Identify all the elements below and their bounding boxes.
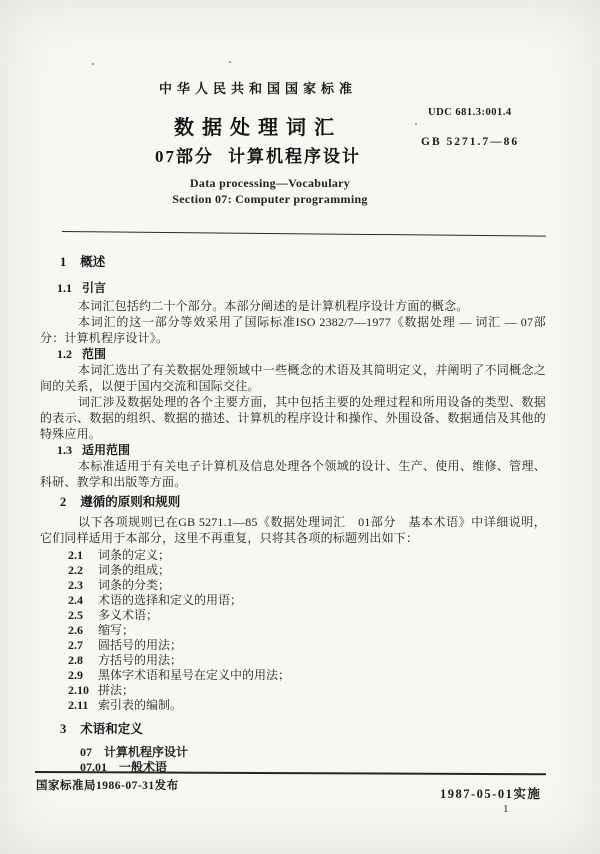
rule-item <box>68 653 546 668</box>
document-title-en: Data processing—Vocabulary <box>189 176 351 190</box>
rule-text: 多义术语； <box>98 608 159 622</box>
rule-item <box>68 638 546 653</box>
rule-text: 词条的定义； <box>98 548 171 562</box>
document-title-cn: 数据处理词汇 <box>174 117 342 139</box>
subsection-1-3-heading <box>57 442 546 458</box>
section-1-heading <box>60 254 546 270</box>
subsection-number: 1.2 <box>57 347 72 361</box>
rule-text: 黑体字术语和星号在定义中的用法； <box>98 668 291 682</box>
header-divider <box>62 231 546 237</box>
issued-by-text: 国家标准局1986-07-31发布 <box>36 780 179 792</box>
rule-text: 词条的分类； <box>98 578 171 592</box>
rule-text: 词条的组成； <box>98 563 171 577</box>
section-number: 3 <box>60 722 67 736</box>
rule-number: 2.7 <box>68 638 83 652</box>
rule-text: 方括号的用法； <box>98 653 183 667</box>
rule-item <box>68 578 546 593</box>
paragraph-scope-1: 本词汇选出了有关数据处理领域中一些概念的术语及其简明定义，并阐明了不同概念之间的关系，以便于国内交流和国际交往。 <box>40 363 546 393</box>
rule-number: 2.8 <box>68 653 83 667</box>
part-subject: 计算机程序设计 <box>228 147 361 166</box>
rule-item <box>68 698 546 713</box>
rule-number: 2.1 <box>68 548 83 562</box>
rule-item <box>68 668 546 683</box>
page-number: 1 <box>503 803 509 815</box>
subsection-title: 范围 <box>82 347 107 361</box>
rules-list <box>40 548 546 713</box>
rule-number: 2.3 <box>68 578 83 592</box>
standard-number: GB 5271.7—86 <box>421 136 520 148</box>
term-group-number: 07 <box>80 745 92 759</box>
rule-item <box>68 548 546 563</box>
rule-text: 圆括号的用法； <box>98 638 183 652</box>
section-number: 1 <box>60 255 67 269</box>
section-title: 术语和定义 <box>80 722 143 736</box>
scan-speckle <box>229 61 231 63</box>
paragraph-intro-1: 本词汇包括约二十个部分。本部分阐述的是计算机程序设计方面的概念。 <box>78 299 469 313</box>
rule-number: 2.10 <box>68 683 89 697</box>
subsection-title: 引言 <box>82 281 107 295</box>
udc-number: UDC 681.3:001.4 <box>428 107 512 118</box>
document-subtitle-en: Section 07: Computer programming <box>172 192 368 206</box>
rule-item <box>68 593 546 608</box>
rule-text: 索引表的编制。 <box>98 698 183 712</box>
term-subgroup-title: 一般术语 <box>119 760 168 774</box>
paragraph-application: 本标准适用于有关电子计算机及信息处理各个领域的设计、生产、使用、维修、管理、科研、教学和出版等方面。 <box>40 459 546 489</box>
section-number: 2 <box>60 495 67 509</box>
subsection-title: 适用范围 <box>82 443 131 457</box>
section-title: 概述 <box>80 255 106 269</box>
rule-text: 缩写； <box>98 623 135 637</box>
rule-number: 2.9 <box>68 668 83 682</box>
rule-number: 2.11 <box>68 698 89 712</box>
rule-number: 2.2 <box>68 563 83 577</box>
rule-text: 拼法； <box>98 683 135 697</box>
rule-number: 2.6 <box>68 623 83 637</box>
part-number: 07部分 <box>155 147 214 166</box>
rule-item <box>68 623 546 638</box>
national-standard-label: 中华人民共和国国家标准 <box>158 81 357 96</box>
subsection-number: 1.3 <box>57 443 72 457</box>
term-group-title: 计算机程序设计 <box>104 745 189 759</box>
term-group-heading <box>80 745 546 760</box>
rule-number: 2.4 <box>68 593 83 607</box>
subsection-1-2-heading <box>57 346 546 362</box>
section-3-heading <box>60 721 546 737</box>
term-subgroup-number: 07.01 <box>80 760 107 774</box>
document-subtitle-cn <box>0 142 516 167</box>
subsection-number: 1.1 <box>57 281 72 295</box>
rule-item <box>68 683 546 698</box>
section-2-heading <box>60 494 546 510</box>
paragraph-intro-2: 本词汇的这一部分等效采用了国际标准ISO 2382/7—1977《数据处理 — 词汇 — 07部分：计算机程序设计》。 <box>40 315 546 345</box>
rule-item <box>68 563 546 578</box>
implementation-date-text: 1987-05-01实施 <box>440 787 542 801</box>
paragraph-scope-2: 词汇涉及数据处理的各个主要方面，其中包括主要的处理过程和所用设备的类型、数据的表示、数据的组织、数据的描述、计算机的程序设计和操作、外围设备、数据通信及其他的特殊应用。 <box>40 395 546 441</box>
rule-text: 术语的选择和定义的用语； <box>98 593 243 607</box>
rule-number: 2.5 <box>68 608 83 622</box>
paragraph-rules-intro: 以下各项规则已在GB 5271.1—85《数据处理词汇 01部分 基本术语》中详细说明，它们同样适用于本部分，这里不再重复，只将其各项的标题列出如下： <box>40 515 546 545</box>
document-body <box>40 248 546 775</box>
subsection-1-1-heading <box>57 280 546 296</box>
rule-item <box>68 608 546 623</box>
scan-speckle <box>92 63 94 65</box>
section-title: 遵循的原则和规则 <box>80 495 181 509</box>
